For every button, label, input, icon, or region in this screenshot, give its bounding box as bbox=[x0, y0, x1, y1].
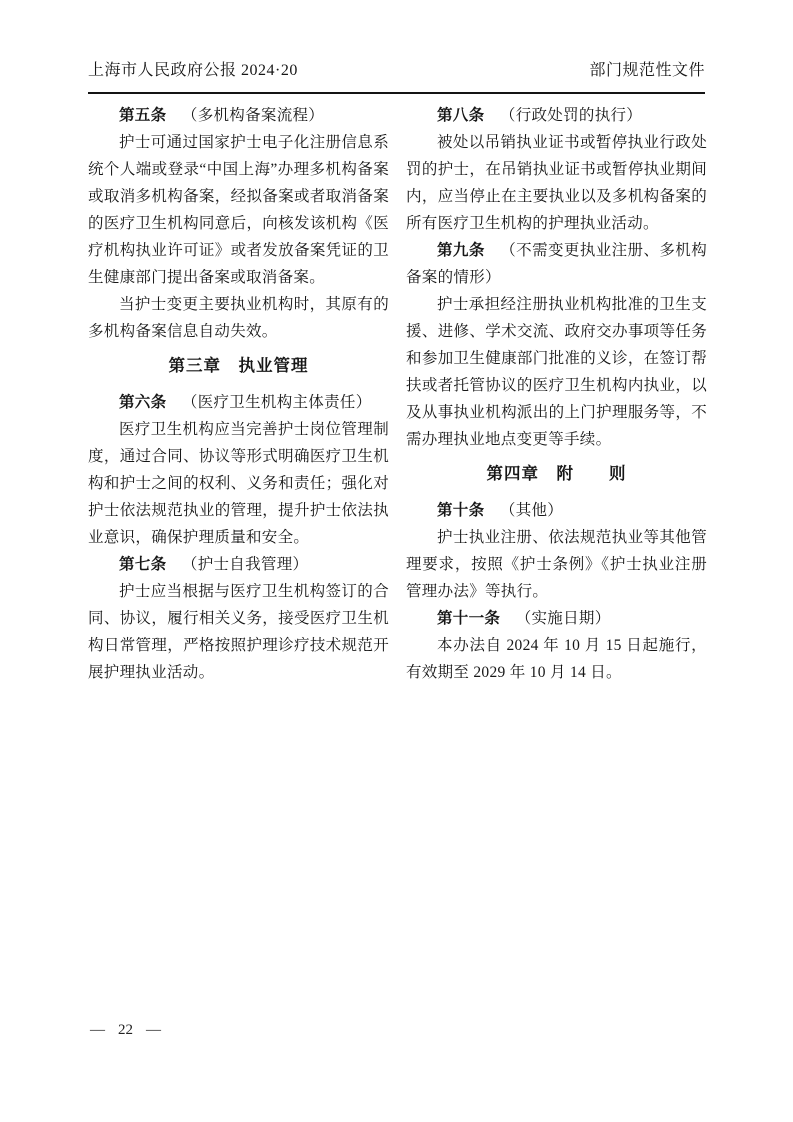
paragraph: 护士承担经注册执业机构批准的卫生支援、进修、学术交流、政府交办事项等任务和参加卫生健康部门批准的义诊，在签订帮扶或者托管协议的医疗卫生机构内执业，以及从事执业机构派出的上门护理服务等，不需办理执业地点变更等手续。 bbox=[406, 296, 707, 448]
article-number: 第九条 bbox=[437, 242, 485, 259]
page-body bbox=[88, 102, 707, 686]
paragraph: 护士可通过国家护士电子化注册信息系统个人端或登录“中国上海”办理多机构备案或取消多机构备案，经拟备案或者取消备案的医疗卫生机构同意后，向核发该机构《医疗机构执业许可证》或者发放备案凭证的卫生健康部门提出备案或取消备案。 bbox=[88, 134, 389, 286]
paragraph: 当护士变更主要执业机构时，其原有的多机构备案信息自动失效。 bbox=[88, 296, 389, 340]
footer-dash-left: — bbox=[90, 1022, 105, 1038]
article-title: （医疗卫生机构主体责任） bbox=[181, 394, 372, 411]
footer-dash-right: — bbox=[146, 1022, 161, 1038]
article-number: 第六条 bbox=[119, 394, 167, 411]
article-title: （多机构备案流程） bbox=[181, 107, 325, 124]
left-column bbox=[88, 102, 389, 686]
article-heading bbox=[406, 237, 707, 291]
article-title: （其他） bbox=[499, 502, 564, 519]
paragraph: 医疗卫生机构应当完善护士岗位管理制度，通过合同、协议等形式明确医疗卫生机构和护士之间的权利、义务和责任；强化对护士依法规范执业的管理，提升护士依法执业意识，确保护理质量和安全。 bbox=[88, 421, 389, 546]
article-heading bbox=[406, 102, 707, 129]
paragraph: 护士应当根据与医疗卫生机构签订的合同、协议，履行相关义务，接受医疗卫生机构日常管理，严格按照护理诊疗技术规范开展护理执业活动。 bbox=[88, 583, 389, 681]
paragraph: 本办法自 2024 年 10 月 15 日起施行，有效期至 2029 年 10 月 14 日。 bbox=[406, 637, 707, 681]
article-title: （行政处罚的执行） bbox=[499, 107, 643, 124]
section-label: 部门规范性文件 bbox=[589, 62, 705, 79]
article-heading bbox=[88, 389, 389, 416]
article-heading bbox=[88, 102, 389, 129]
article-number: 第五条 bbox=[119, 107, 167, 124]
page-footer bbox=[90, 1021, 161, 1039]
article-title: （护士自我管理） bbox=[181, 556, 309, 573]
article-number: 第十一条 bbox=[437, 610, 501, 627]
page-number: 22 bbox=[118, 1022, 133, 1038]
article-number: 第八条 bbox=[437, 107, 485, 124]
article-heading bbox=[406, 497, 707, 524]
article-heading bbox=[406, 605, 707, 632]
article-heading bbox=[88, 551, 389, 578]
paragraph: 被处以吊销执业证书或暂停执业行政处罚的护士，在吊销执业证书或暂停执业期间内，应当停止在主要执业以及多机构备案的所有医疗卫生机构的护理执业活动。 bbox=[406, 134, 707, 232]
chapter-heading: 第三章 执业管理 bbox=[168, 356, 309, 375]
article-title: （不需变更执业注册、多机构备案的情形） bbox=[406, 242, 708, 286]
chapter-heading: 第四章 附 则 bbox=[486, 464, 627, 483]
page-header bbox=[88, 60, 705, 94]
right-column bbox=[406, 102, 707, 686]
gazette-title: 上海市人民政府公报 2024·20 bbox=[88, 62, 298, 79]
article-number: 第七条 bbox=[119, 556, 167, 573]
paragraph: 护士执业注册、依法规范执业等其他管理要求，按照《护士条例》《护士执业注册管理办法》等执行。 bbox=[406, 529, 707, 600]
article-title: （实施日期） bbox=[515, 610, 611, 627]
article-number: 第十条 bbox=[437, 502, 485, 519]
